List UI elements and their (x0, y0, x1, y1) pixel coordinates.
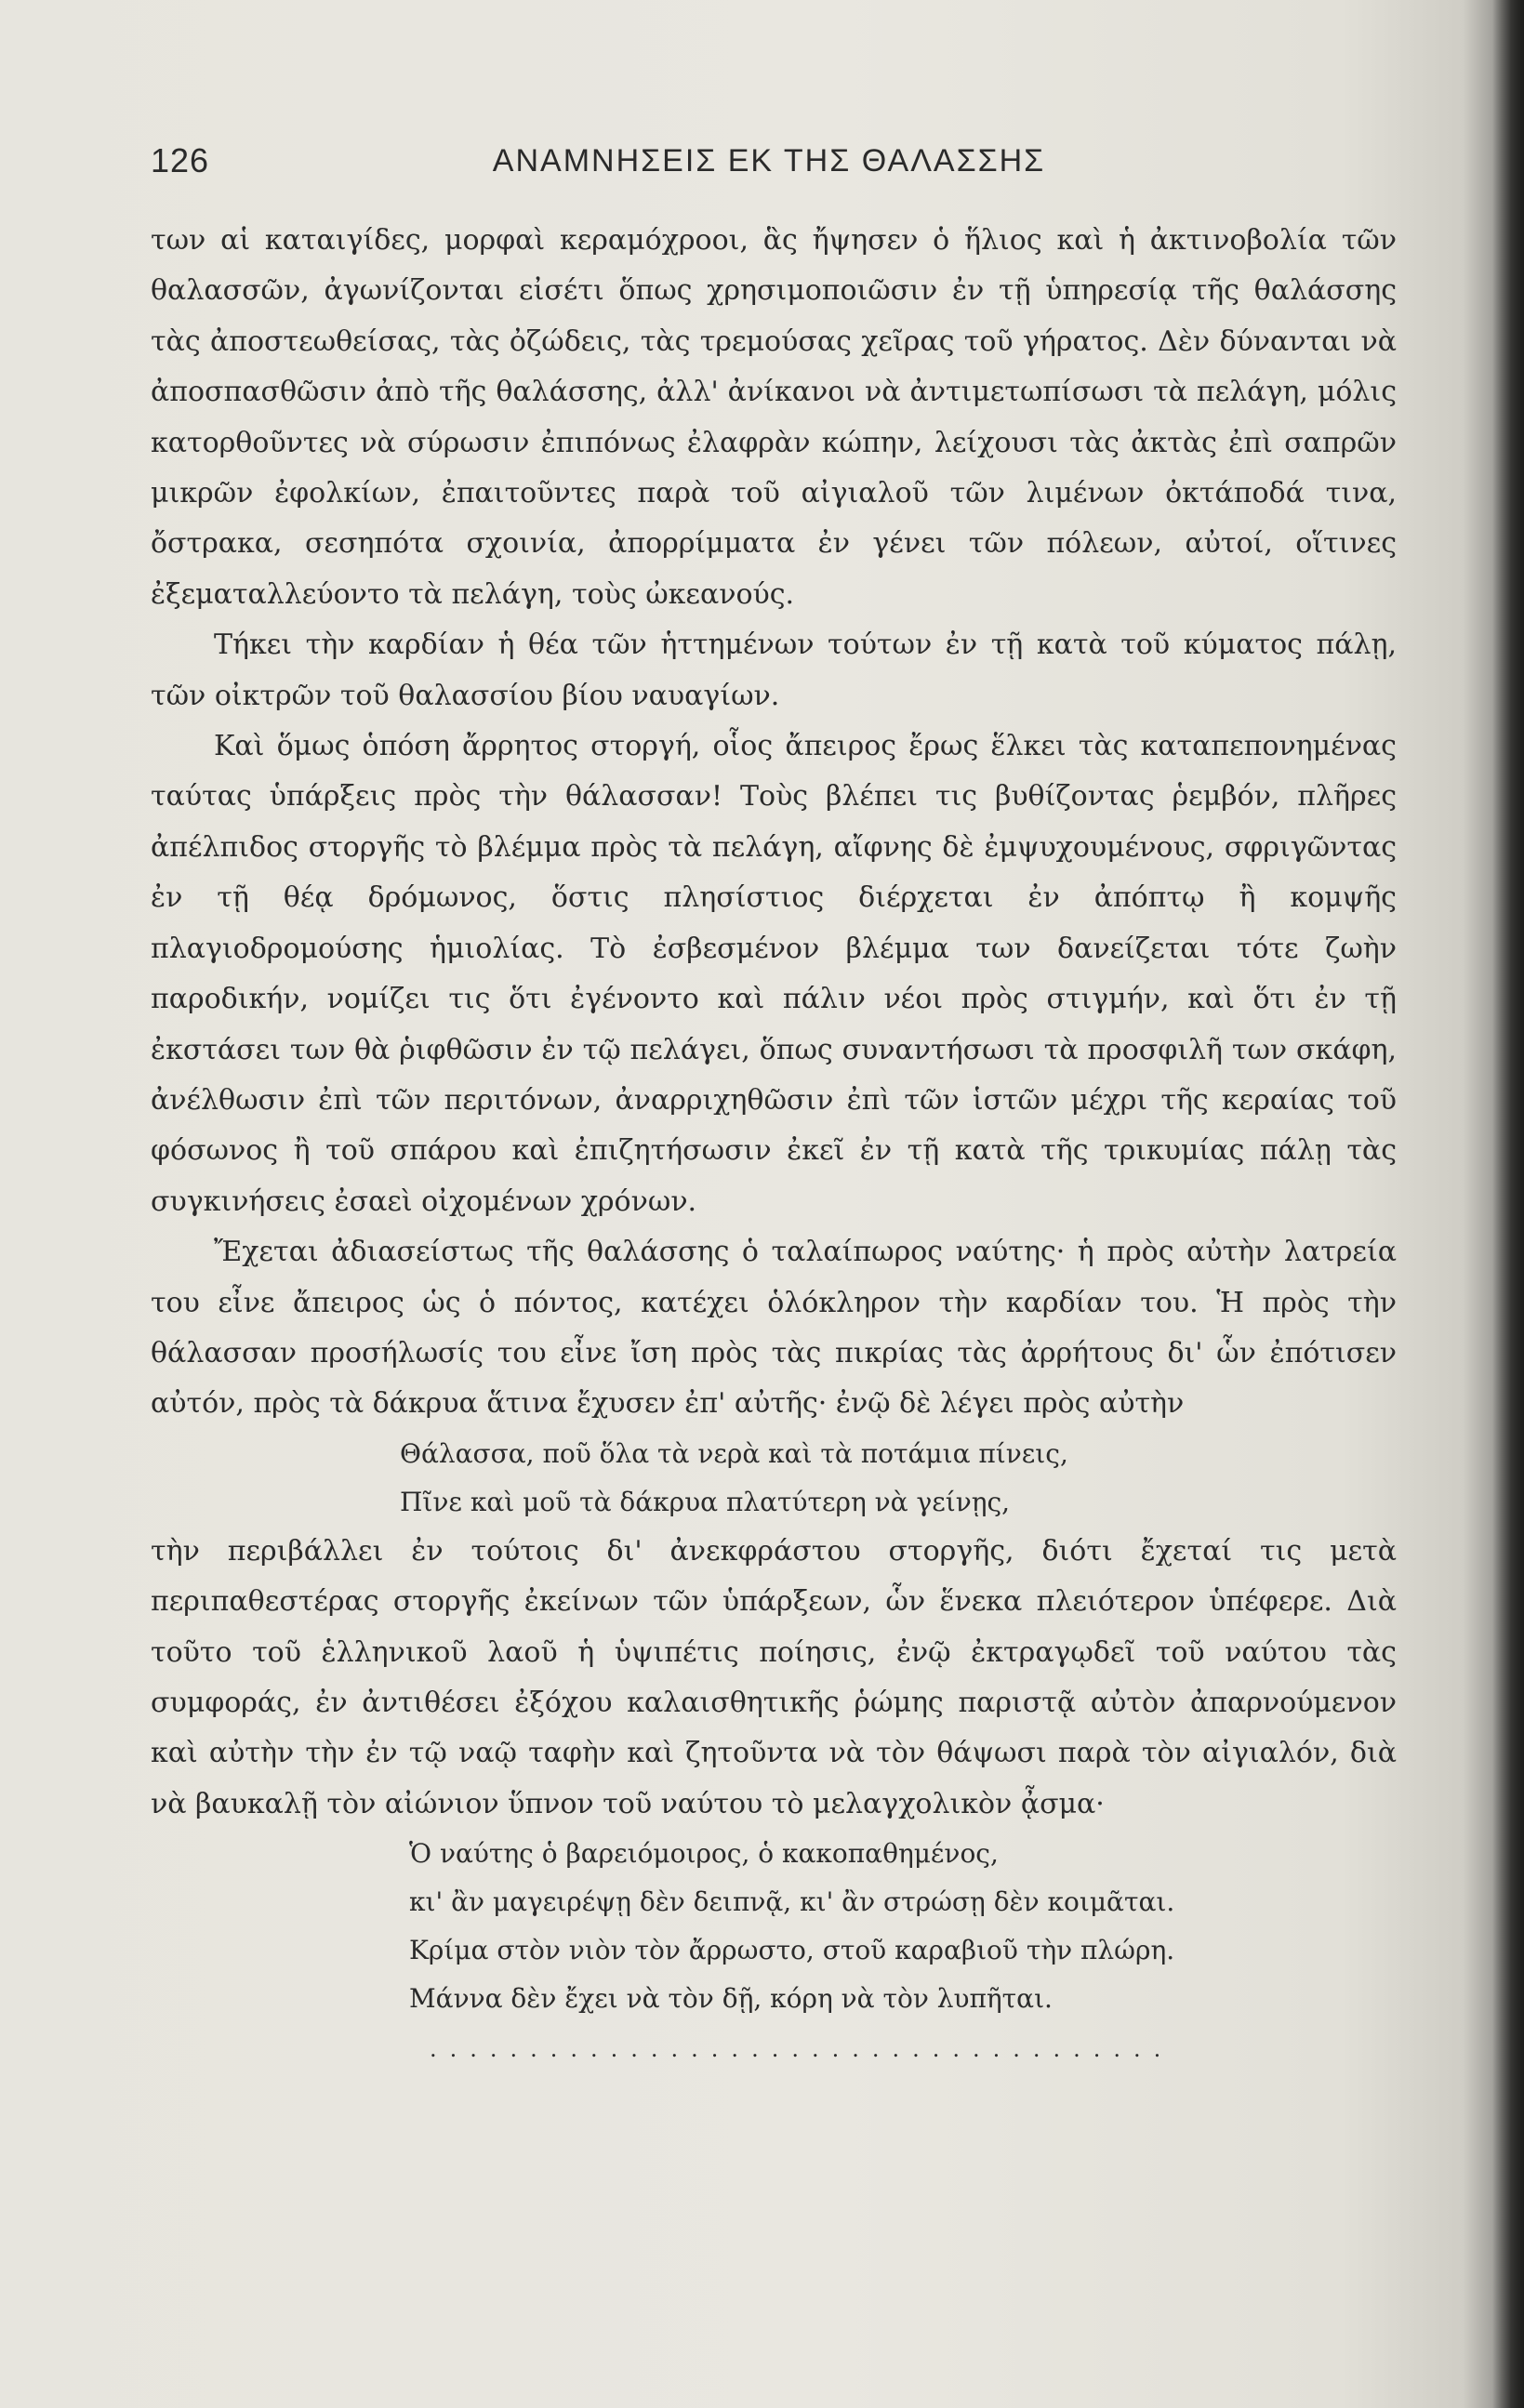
page-header (151, 141, 1387, 193)
page-number: 126 (151, 141, 210, 179)
running-head: ΑΝΑΜΝΗΣΕΙΣ ΕΚ ΤΗΣ ΘΑΛΑΣΣΗΣ (492, 143, 1046, 179)
verse-line: Θάλασσα, ποῦ ὅλα τὰ νερὰ καὶ τὰ ποτάμια πίνεις, (400, 1437, 1068, 1469)
paragraph: Ἔχεται ἀδιασείστως τῆς θαλάσσης ὁ ταλαίπωρος ναύτης· ἡ πρὸς αὐτὴν λατρεία του εἶνε ἄπειρος ὡς ὁ πόντος, κατέχει ὁλόκληρον τὴν καρδίαν του. Ἡ πρὸς τὴν θάλασσαν προσήλωσίς του εἶνε ἴση πρὸς τὰς πικρίας τὰς ἀρρήτους δι' ὧν ἐπότισεν αὐτόν, πρὸς τὰ δάκρυα ἅτινα ἔχυσεν ἐπ' αὐτῆς· ἐνῷ δὲ λέγει πρὸς αὐτὴν (151, 1236, 1397, 1421)
song-quote (409, 1830, 1397, 2023)
paragraph: Τήκει τὴν καρδίαν ἡ θέα τῶν ἡττημένων τούτων ἐν τῇ κατὰ τοῦ κύματος πάλῃ, τῶν οἰκτρῶν τοῦ θαλασσίου βίου ναυαγίων. (151, 628, 1397, 712)
ellipsis-dots: ..................................... (430, 2036, 1174, 2063)
paragraph: Καὶ ὅμως ὁπόση ἄρρητος στοργή, οἷος ἄπειρος ἔρως ἕλκει τὰς καταπεπονημένας ταύτας ὑπάρξεις πρὸς τὴν θάλασσαν! Τοὺς βλέπει τις βυθίζοντας ῥεμβόν, πλῆρες ἀπέλπιδος στοργῆς τὸ βλέμμα πρὸς τὰ πελάγη, αἴφνης δὲ ἐμψυχουμένους, σφριγῶντας ἐν τῇ θέᾳ δρόμωνος, ὅστις πλησίστιος διέρχεται ἐν ἀπόπτῳ ἢ κομψῆς πλαγιοδρομούσης ἡμιολίας. Τὸ ἐσβεσμένον βλέμμα των δανείζεται τότε ζωὴν παροδικήν, νομίζει τις ὅτι ἐγένοντο καὶ πάλιν νέοι πρὸς στιγμήν, καὶ ὅτι ἐν τῇ ἐκστάσει των θὰ ῥιφθῶσιν ἐν τῷ πελάγει, ὅπως συναντήσωσι τὰ προσφιλῆ των σκάφη, ἀνέλθωσιν ἐπὶ τῶν περιτόνων, ἀναρριχηθῶσιν ἐπὶ τῶν ἱστῶν μέχρι τῆς κεραίας τοῦ φόσωνος ἢ τοῦ σπάρου καὶ ἐπιζητήσωσιν ἐκεῖ ἐν τῇ κατὰ τῆς τρικυμίας πάλῃ τὰς συγκινήσεις ἐσαεὶ οἰχομένων χρόνων. (151, 730, 1397, 1218)
verse-line: κι' ἂν μαγειρέψῃ δὲν δειπνᾷ, κι' ἂν στρώσῃ δὲν κοιμᾶται. (409, 1886, 1175, 1918)
page-edge-shadow (1492, 0, 1524, 2408)
verse-line: Μάννα δὲν ἔχει νὰ τὸν δῇ, κόρη νὰ τὸν λυπῆται. (409, 1983, 1053, 2015)
verse-line: Πῖνε καὶ μοῦ τὰ δάκρυα πλατύτερη νὰ γείνῃς, (400, 1486, 1011, 1517)
body-text (151, 216, 1397, 2068)
paragraph: τὴν περιβάλλει ἐν τούτοις δι' ἀνεκφράστου στοργῆς, διότι ἔχεταί τις μετὰ περιπαθεστέρας στοργῆς ἐκείνων τῶν ὑπάρξεων, ὧν ἕνεκα πλειότερον ὑπέφερε. Διὰ τοῦτο τοῦ ἑλληνικοῦ λαοῦ ἡ ὑψιπέτις ποίησις, ἐνῷ ἐκτραγῳδεῖ τοῦ ναύτου τὰς συμφοράς, ἐν ἀντιθέσει ἐξόχου καλαισθητικῆς ῥώμης παριστᾷ αὐτὸν ἀπαρνούμενον καὶ αὐτὴν τὴν ἐν τῷ ναῷ ταφὴν καὶ ζητοῦντα νὰ τὸν θάψωσι παρὰ τὸν αἰγιαλόν, διὰ νὰ βαυκαλῇ τὸν αἰώνιον ὕπνον τοῦ ναύτου τὸ μελαγχολικὸν ᾆσμα· (151, 1534, 1397, 1820)
paragraph: των αἱ καταιγίδες, μορφαὶ κεραμόχροοι, ἃς ἤψησεν ὁ ἥλιος καὶ ἡ ἀκτινοβολία τῶν θαλασσῶν, ἀγωνίζονται εἰσέτι ὅπως χρησιμοποιῶσιν ἐν τῇ ὑπηρεσίᾳ τῆς θαλάσσης τὰς ἀποστεωθείσας, τὰς ὀζώδεις, τὰς τρεμούσας χεῖρας τοῦ γήρατος. Δὲν δύνανται νὰ ἀποσπασθῶσιν ἀπὸ τῆς θαλάσσης, ἀλλ' ἀνίκανοι νὰ ἀντιμετωπίσωσι τὰ πελάγη, μόλις κατορθοῦντες νὰ σύρωσιν ἐπιπόνως ἐλαφρὰν κώπην, λείχουσι τὰς ἀκτὰς ἐπὶ σαπρῶν μικρῶν ἐφολκίων, ἐπαιτοῦντες παρὰ τοῦ αἰγιαλοῦ τῶν λιμένων ὀκτάποδά τινα, ὄστρακα, σεσηπότα σχοινία, ἀπορρίμματα ἐν γένει τῶν πόλεων, αὐτοί, οἵτινες ἐξεματαλλεύοντο τὰ πελάγη, τοὺς ὠκεανούς. (151, 224, 1397, 611)
verse-line: Ὁ ναύτης ὁ βαρειόμοιρος, ὁ κακοπαθημένος, (409, 1838, 999, 1870)
verse-quote (400, 1430, 1397, 1527)
verse-line: Κρίμα στὸν νιὸν τὸν ἄρρωστο, στοῦ καραβιοῦ τὴν πλώρη. (409, 1935, 1175, 1966)
